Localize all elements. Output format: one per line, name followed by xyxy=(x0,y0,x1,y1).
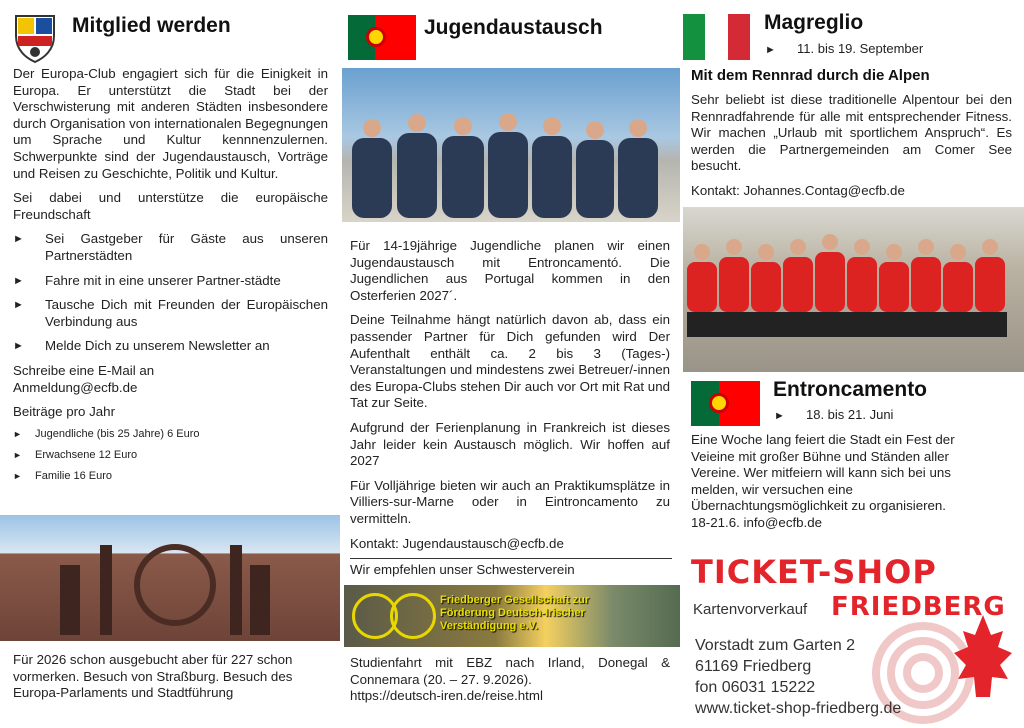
fee-item xyxy=(13,427,328,441)
fee-text: Erwachsene 12 Euro xyxy=(35,448,138,461)
list-item-text: Fahre mit in eine unserer Partner-städte xyxy=(45,272,281,288)
list-item xyxy=(13,231,328,264)
fees-title: Beiträge pro Jahr xyxy=(13,404,115,420)
bullet-icon: ► xyxy=(765,44,776,56)
portugal-flag-icon xyxy=(348,15,416,60)
fee-item xyxy=(13,469,328,483)
banner-line: Förderung Deutsch-Irischer xyxy=(440,607,585,619)
text-line: Vereine. Wer mitfeiern will kann sich bei uns xyxy=(691,465,951,481)
trip-link[interactable]: https://deutsch-iren.de/reise.html xyxy=(350,688,543,704)
trip-description: Studienfahrt mit EBZ nach Irland, Donegal & Connemara (20. – 27. 9.2026). xyxy=(350,655,670,687)
paragraph: Sehr beliebt ist diese traditionelle Alpentour bei den Rennradfahrende für alle mit entsprechender Fitness. Wir machen „Urlaub mit sportlichem Anspruch“. Es werden die Partnergemeinden am Comer See besucht. xyxy=(691,92,1012,174)
date-text: 11. bis 19. September xyxy=(797,41,924,56)
list-item-text: Sei Gastgeber für Gäste aus unseren Partnerstädten xyxy=(45,231,328,263)
bullet-icon: ► xyxy=(13,299,24,312)
section-title-entroncamento: Entroncamento xyxy=(773,378,928,401)
italy-flag-icon xyxy=(683,14,750,60)
call-text: Sei dabei und unterstütze die europäische Freundschaft xyxy=(13,190,328,222)
strasbourg-caption: Für 2026 schon ausgebucht aber für 227 schon vormerken. Besuch von Straßburg. Besuch des Europa-Parlaments und Stadtführung xyxy=(13,652,293,701)
banner-line: Verständigung e.V. xyxy=(440,620,539,632)
fee-text: Familie 16 Euro xyxy=(35,469,113,482)
bullet-icon: ► xyxy=(13,428,22,439)
list-item xyxy=(13,338,328,355)
bullet-icon: ► xyxy=(13,470,22,481)
magreglio-subtitle: Mit dem Rennrad durch die Alpen xyxy=(691,67,930,84)
bullet-icon: ► xyxy=(774,410,785,422)
text-line: Veieine mit großer Bühne und Ständen aller xyxy=(691,448,949,464)
section-title-youth-exchange: Jugendaustausch xyxy=(424,16,603,39)
text-line: Eine Woche lang feiert die Stadt ein Fest der xyxy=(691,432,955,447)
date-text: 18. bis 21. Juni xyxy=(806,407,894,422)
address-line: Vorstadt zum Garten 2 xyxy=(695,637,856,654)
contact-email[interactable]: Kontakt: Johannes.Contag@ecfb.de xyxy=(691,182,905,198)
bullet-icon: ► xyxy=(13,340,24,353)
list-item-text: Melde Dich zu unserem Newsletter an xyxy=(45,338,270,354)
bullet-icon: ► xyxy=(13,274,24,287)
phone: fon 06031 15222 xyxy=(695,679,816,696)
cyclists-photo xyxy=(683,207,1024,372)
email-label: Schreibe eine E-Mail an xyxy=(13,362,155,378)
email-link[interactable]: Anmeldung@ecfb.de xyxy=(13,379,138,395)
text-line: Übernachtungsmöglichkeit zu organisieren. xyxy=(691,498,946,514)
ticket-shop-ad xyxy=(683,545,1024,725)
membership-section xyxy=(13,66,328,490)
banner-line: Friedberger Gesellschaft zur xyxy=(440,594,590,606)
shop-address xyxy=(695,635,901,719)
tower-icon xyxy=(954,615,1012,697)
irish-society-banner[interactable] xyxy=(344,585,680,647)
presale-label: Kartenvorverkauf xyxy=(693,601,808,618)
youth-exchange-text xyxy=(350,238,670,560)
paragraph: Für 14-19jährige Jugendliche planen wir einen Jugendaustausch mit Entroncamentó. Die Jugendlichen aus Portugal kommen in den Osterferien 2027´. xyxy=(350,238,670,303)
entroncamento-date xyxy=(774,407,893,422)
contact-email[interactable]: Kontakt: Jugendaustausch@ecfb.de xyxy=(350,535,564,551)
portugal-flag-icon xyxy=(691,381,760,426)
trip-text xyxy=(350,655,670,705)
recommend-text: Wir empfehlen unser Schwesterverein xyxy=(350,562,575,577)
fee-text: Jugendliche (bis 25 Jahre) 6 Euro xyxy=(35,427,200,440)
magreglio-date xyxy=(765,41,923,56)
friedberg-logo: FRIEDBERG xyxy=(831,592,1006,622)
fee-item xyxy=(13,448,328,462)
paragraph: Für Volljährige bieten wir auch an Praktikumsplätze in Villiers-sur-Marne oder in Eintroncamento zu vermitteln. xyxy=(350,477,670,526)
text-line: 18-21.6. info@ecfb.de xyxy=(691,514,823,530)
address-line: 61169 Friedberg xyxy=(695,658,812,675)
crest-icon xyxy=(12,12,58,64)
intro-text: Der Europa-Club engagiert sich für die Einigkeit in Europa. Er unterstützt die Stadt bei der Verschwisterung mit anderen Städten insbesondere durch Organisation von internationalen Begegnungen um Sprache und Kultur kennnenzulernen. Schwerpunkte sind der Jugendaustausch, Vorträge und Reisen zu Geschichte, Politik und Kultur. xyxy=(13,66,328,181)
benefit-list xyxy=(13,231,328,355)
text-line: melden, wir versuchen eine xyxy=(691,481,853,497)
section-title-magreglio: Magreglio xyxy=(764,11,864,34)
divider xyxy=(350,558,672,559)
list-item-text: Tausche Dich mit Freunden der Europäischen Verbindung aus xyxy=(45,297,328,329)
list-item xyxy=(13,297,328,330)
magreglio-text xyxy=(691,92,1012,208)
paragraph: Deine Teilnahme hängt natürlich davon ab, dass ein passender Partner für Dich gefunden wird Der Aufenthalt enthält ca. 2 bis 3 (Tages-) Veranstaltungen und mindestens zwei Betreuer/-innen des Europa-Clubs stehen Dir auch vor Ort mit Rat und Tat zur Seite. xyxy=(350,312,670,411)
entroncamento-text xyxy=(691,432,955,532)
bullet-icon: ► xyxy=(13,449,22,460)
youth-group-photo xyxy=(342,68,680,222)
cathedral-photo xyxy=(0,515,340,641)
section-title-membership: Mitglied werden xyxy=(72,14,231,37)
ticket-shop-logo: TICKET-SHOP xyxy=(691,553,937,591)
website-link[interactable]: www.ticket-shop-friedberg.de xyxy=(695,700,902,717)
list-item xyxy=(13,273,328,290)
bullet-icon: ► xyxy=(13,233,24,246)
paragraph: Aufgrund der Ferienplanung in Frankreich ist dieses Jahr leider kein Austausch möglich. Wir hoffen auf 2027 xyxy=(350,419,670,469)
